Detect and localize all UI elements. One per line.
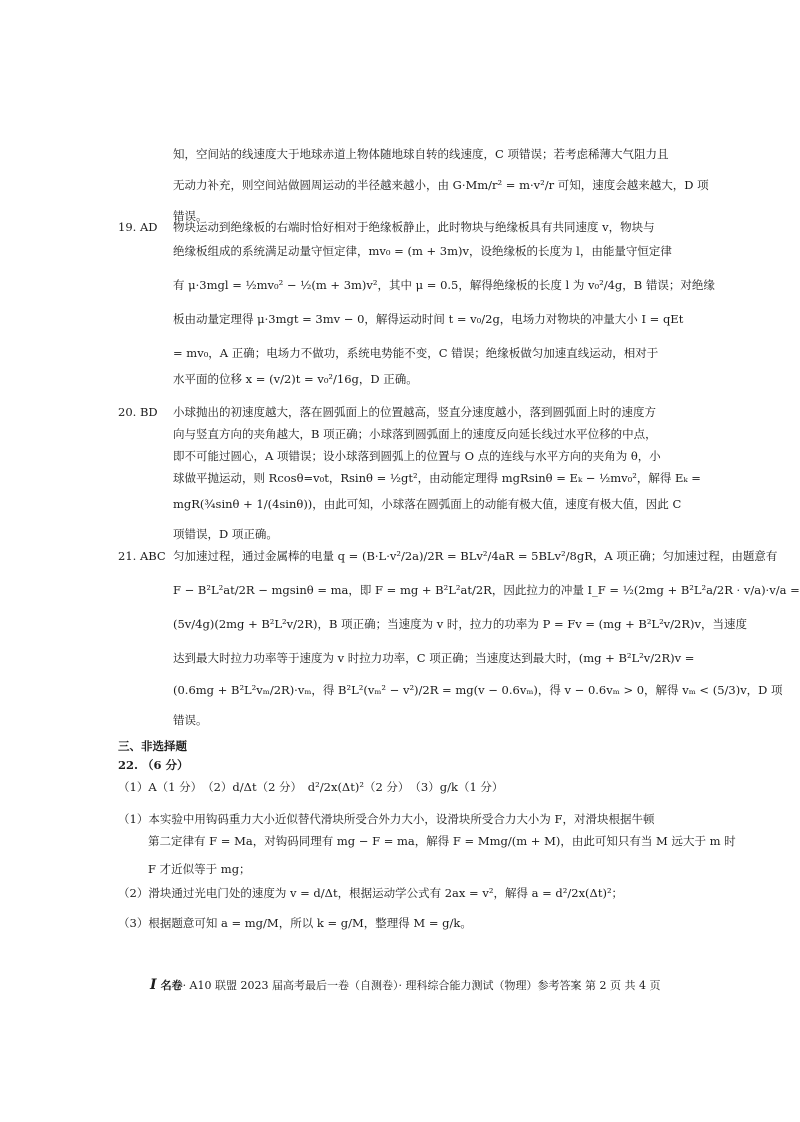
text-line: 球做平抛运动，则 Rcosθ=v₀t，Rsinθ = ½gt²，由动能定理得 mgRsinθ = Eₖ − ½mv₀²，解得 Eₖ = xyxy=(173,471,701,485)
question-number: 20. BD xyxy=(118,405,158,419)
text-line: 错误。 xyxy=(173,713,208,727)
brand-name: 名卷 xyxy=(160,979,183,992)
question-19 xyxy=(118,219,715,399)
text-line: 小球抛出的初速度越大，落在圆弧面上的位置越高，竖直分速度越小，落到圆弧面上时的速度方 xyxy=(173,405,656,419)
text-line: mgR(¾sinθ + 1/(4sinθ))，由此可知，小球落在圆弧面上的动能有极大值，速度有极大值，因此 C xyxy=(173,497,682,511)
text-line: = mv₀，A 正确；电场力不做功，系统电势能不变，C 错误；绝缘板做匀加速直线运动，相对于 xyxy=(173,346,659,360)
text-line: 水平面的位移 x = (v/2)t = v₀²/16g，D 正确。 xyxy=(173,372,418,386)
text-line: 匀加速过程，通过金属棒的电量 q = (B·L·v²/2a)/2R = BLv²/4aR = 5BLv²/8gR，A 项正确；匀加速过程，由题意有 xyxy=(173,549,778,563)
page-footer xyxy=(150,975,670,997)
text-line: 有 μ·3mgl = ½mv₀² − ½(m + 3m)v²，其中 μ = 0.5，解得绝缘板的长度 l 为 v₀²/4g，B 错误；对绝缘 xyxy=(173,278,715,292)
text-line: 第二定律有 F = Ma，对钩码同理有 mg − F = ma，解得 F = Mmg/(m + M)，由此可知只有当 M 远大于 m 时 xyxy=(148,834,736,848)
question-answer: BD xyxy=(139,405,158,419)
text-line: 项错误，D 项正确。 xyxy=(173,527,278,541)
text-line: F 才近似等于 mg； xyxy=(148,862,251,876)
section-nonchoice xyxy=(118,738,736,939)
question-21 xyxy=(118,548,800,734)
text-line: F − B²L²at/2R − mgsinθ = ma，即 F = mg + B²L²at/2R，因此拉力的冲量 I_F = ½(2mg + B²L²a/2R · v/a)·v/a = xyxy=(173,583,800,597)
text-line: 绝缘板组成的系统满足动量守恒定律，mv₀ = (m + 3m)v，设绝缘板的长度为 l，由能量守恒定律 xyxy=(173,244,672,258)
answer-summary: （1）A（1 分） （2）d/Δt（2 分） d²/2x(Δt)²（2 分） （3）g/k（1 分） xyxy=(118,780,504,794)
text-line: （1）本实验中用钩码重力大小近似替代滑块所受合外力大小，设滑块所受合力大小为 F，对滑块根据牛顿 xyxy=(118,812,655,826)
text-line: (5v/4g)(2mg + B²L²v/2R)，B 项正确；当速度为 v 时，拉力的功率为 P = Fv = (mg + B²L²v/2R)v，当速度 xyxy=(173,617,748,631)
q18-continuation xyxy=(118,146,709,230)
question-answer: ABC xyxy=(139,549,166,563)
question-20 xyxy=(118,404,701,548)
text-line: 达到最大时拉力功率等于速度为 v 时拉力功率，C 项正确；当速度达到最大时，(mg + B²L²v/2R)v = xyxy=(173,651,695,665)
question-number: 19. AD xyxy=(118,220,158,234)
text-line: 板由动量定理得 μ·3mgt = 3mv − 0，解得运动时间 t = v₀/2g，电场力对物块的冲量大小 I = qEt xyxy=(173,312,684,326)
text-line: 知，空间站的线速度大于地球赤道上物体随地球自转的线速度，C 项错误；若考虑稀薄大气阻力且 xyxy=(173,147,669,161)
text-line: 物块运动到绝缘板的右端时恰好相对于绝缘板静止，此时物块与绝缘板具有共同速度 v，物块与 xyxy=(173,220,655,234)
brand-logo-icon: I xyxy=(150,977,157,993)
text-line: 无动力补充，则空间站做圆周运动的半径越来越小，由 G·Mm/r² = m·v²/r 可知，速度会越来越大，D 项 xyxy=(173,178,709,192)
question-22-heading: 22. （6 分） xyxy=(118,758,189,772)
text-line: 错误。 xyxy=(173,209,208,223)
question-answer: AD xyxy=(139,220,158,234)
text-line: 向与竖直方向的夹角越大，B 项正确；小球落到圆弧面上的速度反向延长线过水平位移的中点， xyxy=(173,427,657,441)
text-line: (0.6mg + B²L²vₘ/2R)·vₘ，得 B²L²(vₘ² − v²)/2R = mg(v − 0.6vₘ)，得 v − 0.6vₘ > 0，解得 vₘ < (5/3)v，D 项 xyxy=(173,683,783,697)
text-line: 即不可能过圆心，A 项错误；设小球落到圆弧上的位置与 O 点的连线与水平方向的夹角为 θ，小 xyxy=(173,449,661,463)
text-line: （3）根据题意可知 a = mg/M，所以 k = g/M，整理得 M = g/k。 xyxy=(118,916,472,930)
question-number: 21. ABC xyxy=(118,549,166,563)
text-line: （2）滑块通过光电门处的速度为 v = d/Δt，根据运动学公式有 2ax = v²，解得 a = d²/2x(Δt)²； xyxy=(118,886,624,900)
section-heading: 三、非选择题 xyxy=(118,739,187,753)
footer-text: · A10 联盟 2023 届高考最后一卷（自测卷）· 理科综合能力测试（物理）参考答案 第 2 页 共 4 页 xyxy=(182,979,661,992)
